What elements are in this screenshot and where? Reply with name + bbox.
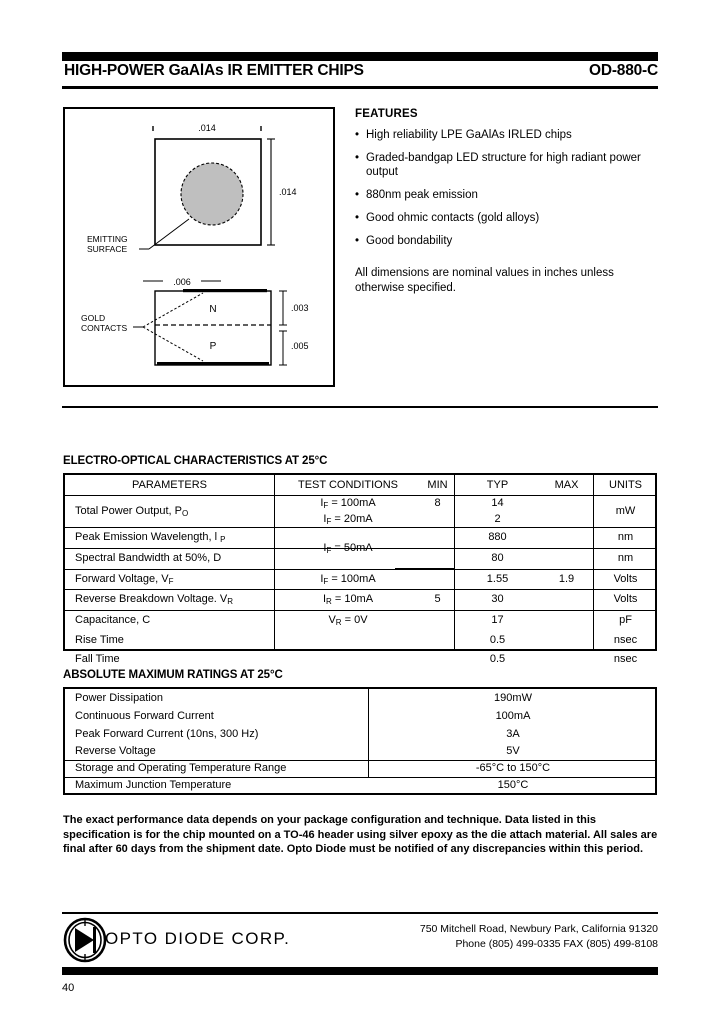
cell-units: nm <box>617 552 634 564</box>
table-row <box>65 548 274 569</box>
cell-min: 8 <box>434 496 441 509</box>
feature-text: Good bondability <box>366 235 453 247</box>
disclaimer-text: The exact performance data depends on your package configuration and technique. Data listed in this specification is for the chip mounted on a TO-46 header using silver epoxy as the die attach material. All sales are final after 60 days from the shipment date. Opto Diode must be notified of any discrepancies within this period. <box>63 814 658 855</box>
feature-text: Good ohmic contacts (gold alloys) <box>366 212 540 224</box>
cond-subscript: F <box>323 500 329 510</box>
param-subscript: R <box>227 597 234 606</box>
table-row: Maximum Junction Temperature <box>75 779 232 791</box>
param-label: Reverse Breakdown Voltage. V <box>75 593 228 605</box>
features-title: FEATURES <box>355 108 418 120</box>
address-line-2: Phone (805) 499-0335 FAX (805) 499-8108 <box>455 938 658 950</box>
feature-item <box>355 211 665 225</box>
cell-value: 100mA <box>495 709 531 722</box>
table-row <box>65 610 274 630</box>
emitting-surface-label-1: EMITTING <box>87 234 128 244</box>
bullet-glyph: • <box>355 129 360 141</box>
electro-optical-title: ELECTRO-OPTICAL CHARACTERISTICS AT 25°C <box>63 455 328 467</box>
cell-conditions <box>275 589 421 610</box>
bullet-glyph: • <box>355 152 360 164</box>
gold-contacts-label-1: GOLD <box>81 313 106 323</box>
diode-icon <box>63 917 107 963</box>
absolute-max-title: ABSOLUTE MAXIMUM RATINGS AT 25°C <box>63 669 283 681</box>
cell-conditions <box>275 538 421 558</box>
bullet-glyph: • <box>355 189 360 201</box>
cell-typ: 1.55 <box>486 572 509 585</box>
table-row <box>65 589 274 610</box>
cell-typ: 0.5 <box>489 652 506 665</box>
table-row <box>65 569 274 589</box>
current-symbol: I <box>323 512 327 525</box>
cond-value: = 100mA <box>331 496 376 509</box>
page-number: 40 <box>62 982 75 994</box>
current-symbol: I <box>323 541 327 554</box>
table-row: Power Dissipation <box>75 691 164 704</box>
cond-subscript: F <box>326 545 332 555</box>
param-label: Capacitance, C <box>75 613 151 626</box>
cell-units: mW <box>615 504 636 517</box>
section-divider <box>62 406 658 408</box>
drawing-svg <box>65 109 333 385</box>
col-header-min: MIN <box>427 478 448 491</box>
cell-typ: 2 <box>494 512 501 525</box>
cell-units: Volts <box>613 593 638 605</box>
cell-units: nsec <box>613 652 638 665</box>
top-width-dim: .014 <box>198 123 216 133</box>
footer-bottom-bar <box>62 967 658 975</box>
cell-typ: 80 <box>491 552 504 564</box>
n-thickness-dim: .003 <box>291 303 309 313</box>
table-row: Continuous Forward Current <box>75 709 214 722</box>
electro-optical-table <box>63 473 657 665</box>
emitting-surface-label-2: SURFACE <box>87 244 128 254</box>
footer-rule <box>62 912 658 914</box>
dimensions-note: All dimensions are nominal values in inches unless otherwise specified. <box>355 267 614 294</box>
header <box>62 62 658 86</box>
company-name: OPTO DIODE CORP. <box>105 929 291 948</box>
cell-value: 3A <box>506 727 520 740</box>
table-row <box>65 495 274 527</box>
table-row <box>65 649 274 669</box>
address-line-1: 750 Mitchell Road, Newbury Park, California 91320 <box>419 923 658 935</box>
param-subscript: F <box>168 576 174 586</box>
opto-diode-logo <box>63 917 107 963</box>
col-header-typ: TYP <box>486 478 509 491</box>
col-header-units: UNITS <box>609 478 642 491</box>
cond-value: = 0V <box>344 613 368 626</box>
feature-text: High reliability LPE GaAlAs IRLED chips <box>366 129 572 141</box>
cell-typ: 30 <box>491 593 504 605</box>
cell-typ: 0.5 <box>489 633 506 646</box>
package-drawing <box>63 107 335 387</box>
page-title: HIGH-POWER GaAlAs IR EMITTER CHIPS <box>64 62 364 79</box>
param-label: Fall Time <box>75 652 120 665</box>
cond-value: = 10mA <box>334 593 374 605</box>
part-number: OD-880-C <box>588 62 658 79</box>
side-width-dim: .006 <box>173 277 191 287</box>
param-label: Total Power Output, P <box>75 504 182 517</box>
cell-units: Volts <box>613 572 638 585</box>
param-label: Spectral Bandwidth at 50%, D <box>75 552 222 564</box>
header-top-bar <box>62 52 658 61</box>
cell-value: 5V <box>506 745 520 757</box>
param-label: Forward Voltage, V <box>75 572 169 585</box>
table-row: Peak Forward Current (10ns, 300 Hz) <box>75 727 259 740</box>
n-layer-label: N <box>209 304 217 315</box>
cell-units: nm <box>617 531 634 543</box>
param-label: Rise Time <box>75 633 124 646</box>
cell-value: -65°C to 150°C <box>475 762 551 774</box>
table-row: Storage and Operating Temperature Range <box>75 762 287 774</box>
current-symbol: I <box>322 593 326 605</box>
cond-subscript: F <box>326 516 332 526</box>
feature-item <box>355 151 665 179</box>
p-layer-label: P <box>209 341 217 352</box>
voltage-symbol: V <box>328 613 336 626</box>
cond-subscript: R <box>326 597 332 606</box>
cond-value: = 20mA <box>334 512 373 525</box>
feature-item <box>355 188 665 202</box>
cell-value: 150°C <box>497 779 529 791</box>
current-symbol: I <box>320 496 324 509</box>
cell-min: 5 <box>434 593 441 605</box>
cell-value: 190mW <box>494 691 532 704</box>
cell-typ: 17 <box>491 613 504 626</box>
cond-value: = 100mA <box>331 572 376 585</box>
cond-subscript: R <box>335 617 342 627</box>
table-row: Reverse Voltage <box>75 745 156 757</box>
absolute-maximum-ratings-table <box>63 687 657 795</box>
cond-subscript: F <box>323 576 329 586</box>
p-thickness-dim: .005 <box>291 341 309 351</box>
table-row <box>65 527 274 548</box>
cond-value: = 50mA <box>334 541 373 554</box>
table-row <box>65 630 274 650</box>
feature-text: 880nm peak emission <box>366 189 478 201</box>
col-header-max: MAX <box>554 478 579 491</box>
feature-item <box>355 128 665 142</box>
cell-conditions <box>275 511 421 527</box>
cell-typ: 880 <box>488 531 507 543</box>
feature-text: Graded-bandgap LED structure for high radiant power output <box>366 152 641 178</box>
param-label: Peak Emission Wavelength, l <box>75 531 218 543</box>
top-height-dim: .014 <box>279 187 297 197</box>
bullet-glyph: • <box>355 212 360 224</box>
features-section <box>355 108 665 296</box>
current-symbol: I <box>320 572 324 585</box>
cell-conditions <box>275 569 421 589</box>
cell-typ: 14 <box>491 496 504 509</box>
param-subscript: P <box>220 535 226 544</box>
feature-item <box>355 234 665 248</box>
cell-units: nsec <box>613 633 638 646</box>
param-subscript: O <box>182 508 189 518</box>
header-rule <box>62 86 658 89</box>
company-address <box>420 922 658 952</box>
cell-units: pF <box>619 613 632 626</box>
bullet-glyph: • <box>355 235 360 247</box>
cell-max: 1.9 <box>558 572 575 585</box>
col-header-test-conditions: TEST CONDITIONS <box>297 478 399 491</box>
cell-conditions <box>275 495 421 511</box>
gold-contacts-label-2: CONTACTS <box>81 323 128 333</box>
col-header-parameters: PARAMETERS <box>132 478 207 491</box>
cell-conditions <box>275 610 421 630</box>
